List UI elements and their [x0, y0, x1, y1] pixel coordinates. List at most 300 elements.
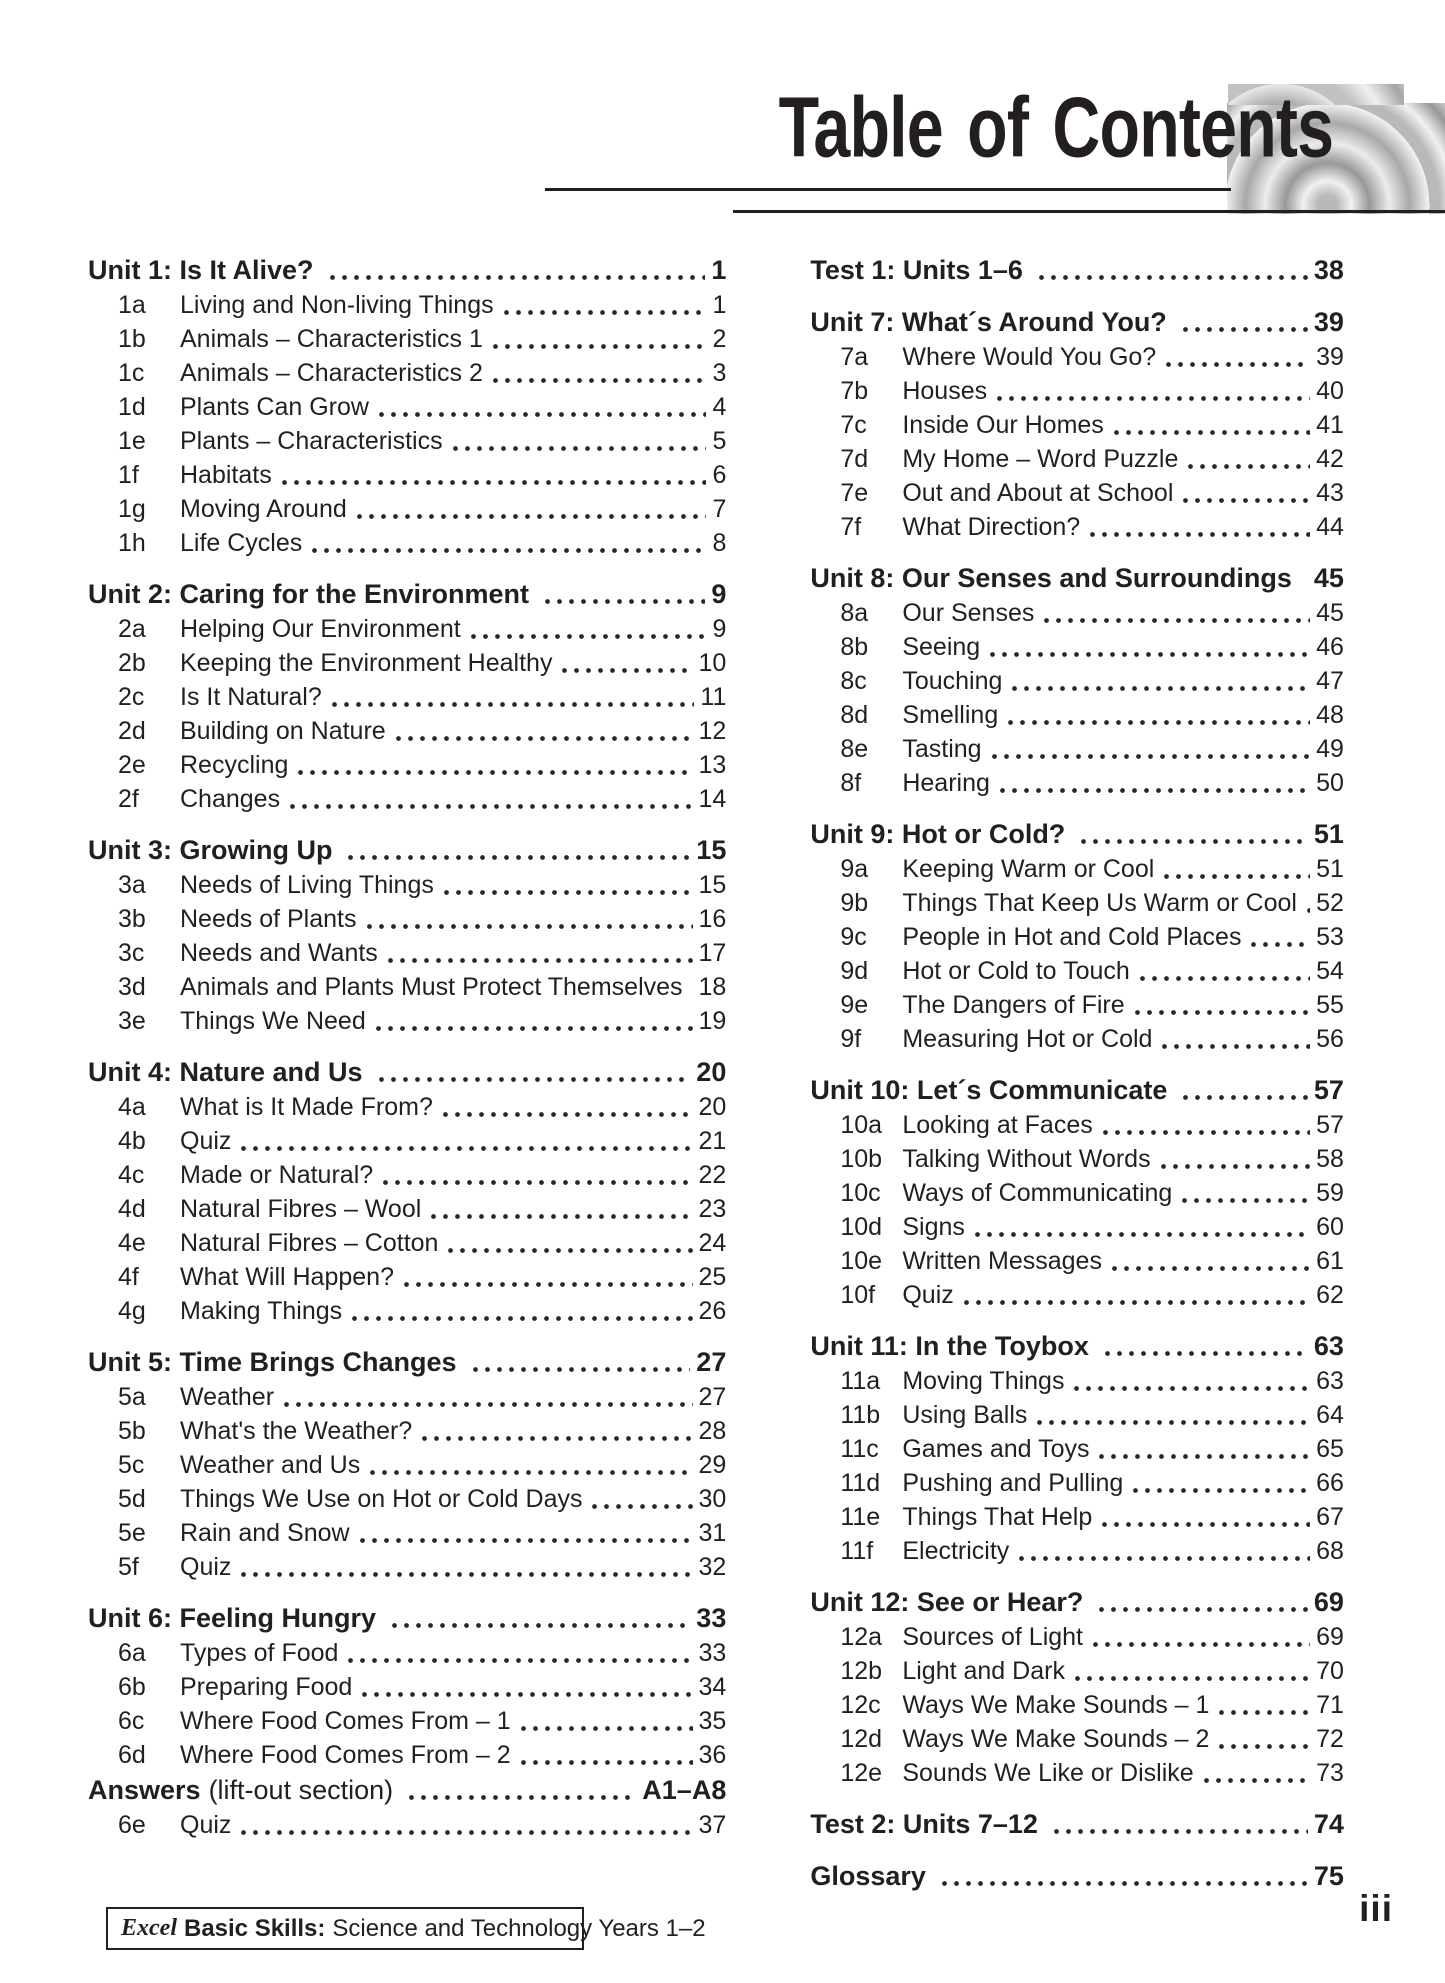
toc-item-row [810, 1500, 1344, 1534]
toc-section [810, 252, 1344, 288]
item-page-number: 27 [698, 1383, 727, 1411]
item-title: Talking Without Words [902, 1145, 1151, 1173]
item-code: 7a [840, 343, 869, 371]
item-code: 11a [840, 1367, 881, 1395]
item-page-number: 35 [698, 1707, 727, 1735]
item-page-number: 29 [698, 1451, 727, 1479]
item-title: Made or Natural? [180, 1161, 374, 1189]
header-secondary-rule [733, 210, 1445, 213]
item-page-number: 41 [1316, 411, 1344, 439]
section-heading-label: Unit 6: Feeling Hungry [88, 1603, 377, 1633]
item-code: 6d [118, 1741, 146, 1769]
item-page-number: 57 [1316, 1111, 1344, 1139]
item-page-number: 37 [698, 1811, 727, 1839]
section-heading-row [810, 560, 1344, 596]
item-page-number: 34 [698, 1673, 727, 1701]
title-underline-rule [545, 188, 1231, 191]
item-title: Sources of Light [902, 1623, 1084, 1651]
toc-section [810, 1806, 1344, 1842]
item-title: Quiz [902, 1281, 954, 1309]
item-title: Where Would You Go? [902, 343, 1157, 371]
toc-item-row [88, 646, 726, 680]
leader-dots [1044, 618, 1310, 623]
toc-item-row [810, 476, 1344, 510]
item-code: 11b [840, 1401, 881, 1429]
leader-dots [1099, 1607, 1307, 1612]
section-heading-row [810, 1072, 1344, 1108]
item-code: 3d [118, 973, 146, 1001]
item-title: Seeing [902, 633, 981, 661]
leader-dots [431, 1214, 692, 1219]
item-code: 10e [840, 1247, 883, 1275]
item-page-number: 20 [698, 1093, 727, 1121]
item-code: 10b [840, 1145, 883, 1173]
section-heading-label: Unit 11: In the Toybox [810, 1331, 1089, 1361]
item-code: 12b [840, 1657, 883, 1685]
section-page-number: 74 [1313, 1809, 1344, 1839]
item-code: 8d [840, 701, 869, 729]
footer-book-subtitle: Science and Technology Years 1–2 [332, 1914, 706, 1942]
item-code: 6c [118, 1707, 145, 1735]
item-title: Rain and Snow [180, 1519, 350, 1547]
toc-section [88, 832, 726, 1038]
toc-item-row [810, 408, 1344, 442]
toc-section [810, 816, 1344, 1056]
leader-dots [521, 1760, 693, 1765]
item-title: Building on Nature [180, 717, 386, 745]
item-code: 4e [118, 1229, 146, 1257]
item-title: Things That Keep Us Warm or Cool [902, 889, 1297, 917]
item-page-number: 23 [698, 1195, 727, 1223]
item-page-number: 24 [698, 1229, 727, 1257]
leader-dots [357, 514, 707, 519]
toc-item-row [810, 988, 1344, 1022]
toc-item-row [88, 1636, 726, 1670]
item-code: 1b [118, 325, 146, 353]
folio-page-number: iii [1359, 1888, 1393, 1929]
toc-item-row [810, 1210, 1344, 1244]
section-page-number: 1 [711, 255, 727, 285]
section-heading-row [88, 832, 726, 868]
leader-dots [453, 446, 707, 451]
leader-dots [997, 396, 1310, 401]
section-heading-row [810, 816, 1344, 852]
toc-item-row [810, 1534, 1344, 1568]
item-title: Plants – Characteristics [180, 427, 443, 455]
item-page-number: 52 [1316, 889, 1344, 917]
item-code: 1a [118, 291, 146, 319]
item-page-number: 46 [1316, 633, 1344, 661]
item-title: People in Hot and Cold Places [902, 923, 1242, 951]
item-title: Pushing and Pulling [902, 1469, 1124, 1497]
item-title: Hearing [902, 769, 990, 797]
section-heading-label: Answers [88, 1775, 201, 1805]
item-page-number: 49 [1316, 735, 1344, 763]
item-code: 5e [118, 1519, 146, 1547]
leader-dots [1188, 464, 1310, 469]
leader-dots [1219, 1744, 1310, 1749]
footer-series-box [106, 1907, 706, 1950]
section-heading-label: Test 1: Units 1–6 [810, 255, 1023, 285]
item-page-number: 14 [698, 785, 727, 813]
item-page-number: 65 [1316, 1435, 1344, 1463]
item-title: Electricity [902, 1537, 1010, 1565]
item-title: Needs of Living Things [180, 871, 434, 899]
toc-item-row [810, 766, 1344, 800]
toc-section [810, 304, 1344, 544]
toc-section [810, 1584, 1344, 1790]
leader-dots [1114, 430, 1310, 435]
item-title: Smelling [902, 701, 999, 729]
item-page-number: 32 [698, 1553, 727, 1581]
section-heading-label: Test 2: Units 7–12 [810, 1809, 1038, 1839]
toc-section [88, 576, 726, 816]
item-page-number: 60 [1316, 1213, 1344, 1241]
item-title: Things That Help [902, 1503, 1093, 1531]
item-title: Tasting [902, 735, 982, 763]
leader-dots [1251, 942, 1310, 947]
toc-item-row [88, 1738, 726, 1772]
toc-item-row [88, 612, 726, 646]
leader-dots [367, 924, 693, 929]
item-page-number: 69 [1316, 1623, 1344, 1651]
item-page-number: 13 [698, 751, 727, 779]
item-page-number: 63 [1316, 1367, 1344, 1395]
item-title: Where Food Comes From – 1 [180, 1707, 511, 1735]
toc-body [88, 252, 1344, 1894]
item-page-number: 26 [698, 1297, 727, 1325]
item-title: Things We Use on Hot or Cold Days [180, 1485, 583, 1513]
item-page-number: 61 [1316, 1247, 1344, 1275]
leader-dots [504, 310, 707, 315]
item-page-number: 64 [1316, 1401, 1344, 1429]
leader-dots [1037, 1420, 1310, 1425]
item-code: 8b [840, 633, 869, 661]
toc-item-row [88, 902, 726, 936]
item-code: 5c [118, 1451, 145, 1479]
item-title: Animals – Characteristics 2 [180, 359, 483, 387]
item-page-number: 39 [1316, 343, 1344, 371]
toc-item-row [88, 390, 726, 424]
leader-dots [562, 668, 692, 673]
item-page-number: 1 [712, 291, 727, 319]
section-heading-label: Glossary [810, 1861, 926, 1891]
leader-dots [521, 1726, 693, 1731]
leader-dots [1012, 686, 1310, 691]
section-page-number: 15 [696, 835, 727, 865]
item-page-number: 33 [698, 1639, 727, 1667]
toc-item-row [810, 1364, 1344, 1398]
item-title: Ways of Communicating [902, 1179, 1173, 1207]
toc-item-row [88, 680, 726, 714]
item-title: What Direction? [902, 513, 1081, 541]
section-heading-label: Unit 1: Is It Alive? [88, 255, 314, 285]
item-title: Helping Our Environment [180, 615, 461, 643]
leader-dots [1008, 720, 1310, 725]
item-title: Keeping the Environment Healthy [180, 649, 553, 677]
item-page-number: 16 [698, 905, 727, 933]
item-page-number: 12 [698, 717, 727, 745]
section-heading-row [88, 1344, 726, 1380]
toc-item-row [810, 510, 1344, 544]
item-title: Needs and Wants [180, 939, 378, 967]
item-title: Ways We Make Sounds – 1 [902, 1691, 1210, 1719]
toc-item-row [810, 596, 1344, 630]
section-page-number: 51 [1313, 819, 1344, 849]
item-code: 9d [840, 957, 869, 985]
leader-dots [1090, 532, 1310, 537]
leader-dots [1307, 908, 1310, 913]
toc-item-row [88, 1158, 726, 1192]
item-title: What Will Happen? [180, 1263, 394, 1291]
toc-item-row [88, 288, 726, 322]
section-heading-label: Unit 12: See or Hear? [810, 1587, 1084, 1617]
toc-section [810, 1328, 1344, 1568]
item-page-number: 56 [1316, 1025, 1344, 1053]
toc-item-row [810, 1654, 1344, 1688]
item-title: Quiz [180, 1811, 232, 1839]
toc-item-row [88, 868, 726, 902]
item-title: Looking at Faces [902, 1111, 1093, 1139]
toc-item-row [88, 1550, 726, 1584]
leader-dots [990, 652, 1310, 657]
item-title: Games and Toys [902, 1435, 1090, 1463]
item-title: Where Food Comes From – 2 [180, 1741, 511, 1769]
page-title: Table of Contents [778, 78, 1333, 175]
toc-item-row [810, 1142, 1344, 1176]
toc-item-row [88, 1670, 726, 1704]
leader-dots [362, 1692, 692, 1697]
toc-item-row [88, 1192, 726, 1226]
toc-item-row [810, 340, 1344, 374]
item-code: 4f [118, 1263, 139, 1291]
toc-section [810, 1858, 1344, 1894]
toc-item-row [810, 374, 1344, 408]
toc-item-row [88, 1414, 726, 1448]
item-title: Weather and Us [180, 1451, 361, 1479]
toc-section [88, 1344, 726, 1584]
item-code: 12a [840, 1623, 883, 1651]
leader-dots [348, 1658, 692, 1663]
item-page-number: 48 [1316, 701, 1344, 729]
item-code: 9a [840, 855, 869, 883]
section-heading-row [810, 304, 1344, 340]
section-page-number: 9 [711, 579, 727, 609]
leader-dots [1183, 1095, 1308, 1100]
section-heading-label: Unit 8: Our Senses and Surroundings [810, 563, 1292, 593]
item-page-number: 18 [698, 973, 727, 1001]
item-code: 2d [118, 717, 146, 745]
item-title: Living and Non-living Things [180, 291, 494, 319]
item-page-number: 44 [1316, 513, 1344, 541]
item-code: 8a [840, 599, 869, 627]
leader-dots [1093, 1642, 1310, 1647]
section-heading-label: Unit 2: Caring for the Environment [88, 579, 530, 609]
item-code: 4d [118, 1195, 146, 1223]
item-page-number: 7 [712, 495, 727, 523]
item-page-number: 58 [1316, 1145, 1344, 1173]
leader-dots [312, 548, 706, 553]
section-heading-label: Unit 4: Nature and Us [88, 1057, 363, 1087]
item-code: 2f [118, 785, 139, 813]
section-heading-row [88, 1772, 726, 1808]
toc-item-row [810, 920, 1344, 954]
toc-section [88, 1600, 726, 1772]
toc-item-row [88, 458, 726, 492]
item-title: Moving Around [180, 495, 347, 523]
item-code: 2b [118, 649, 146, 677]
leader-dots [370, 1470, 692, 1475]
item-page-number: 25 [698, 1263, 727, 1291]
section-heading-row [810, 1858, 1344, 1894]
toc-item-row [88, 1380, 726, 1414]
item-code: 1g [118, 495, 146, 523]
toc-item-row [88, 1448, 726, 1482]
section-heading-label: Unit 3: Growing Up [88, 835, 333, 865]
item-code: 12e [840, 1759, 883, 1787]
item-code: 9f [840, 1025, 862, 1053]
leader-dots [545, 599, 705, 604]
item-title: Sounds We Like or Dislike [902, 1759, 1194, 1787]
toc-item-row [810, 630, 1344, 664]
toc-item-row [88, 782, 726, 816]
toc-item-row [810, 1466, 1344, 1500]
toc-item-row [88, 322, 726, 356]
leader-dots [379, 412, 706, 417]
leader-dots [241, 1146, 692, 1151]
item-title: Types of Food [180, 1639, 339, 1667]
toc-item-row [88, 748, 726, 782]
section-page-number: 33 [696, 1603, 727, 1633]
section-heading-label: Unit 10: Let´s Communicate [810, 1075, 1168, 1105]
item-title: Ways We Make Sounds – 2 [902, 1725, 1210, 1753]
section-heading-row [810, 1584, 1344, 1620]
section-page-number: 45 [1313, 563, 1344, 593]
item-code: 7c [840, 411, 867, 439]
leader-dots [241, 1830, 692, 1835]
item-page-number: 6 [712, 461, 727, 489]
item-code: 4a [118, 1093, 146, 1121]
item-title: Moving Things [902, 1367, 1065, 1395]
toc-item-row [88, 1260, 726, 1294]
item-code: 6b [118, 1673, 146, 1701]
item-title: Touching [902, 667, 1003, 695]
item-code: 11f [840, 1537, 874, 1565]
item-title: What's the Weather? [180, 1417, 413, 1445]
item-code: 11c [840, 1435, 879, 1463]
item-code: 3e [118, 1007, 146, 1035]
toc-item-row [88, 1294, 726, 1328]
item-page-number: 9 [712, 615, 727, 643]
toc-item-row [88, 1704, 726, 1738]
toc-item-row [810, 1022, 1344, 1056]
section-heading-row [88, 1600, 726, 1636]
item-page-number: 72 [1316, 1725, 1344, 1753]
item-title: Light and Dark [902, 1657, 1065, 1685]
item-page-number: 45 [1316, 599, 1344, 627]
item-title: Recycling [180, 751, 289, 779]
item-code: 2c [118, 683, 145, 711]
leader-dots [422, 1436, 692, 1441]
item-code: 6a [118, 1639, 146, 1667]
item-code: 4g [118, 1297, 146, 1325]
item-page-number: 50 [1316, 769, 1344, 797]
leader-dots [1166, 362, 1310, 367]
section-page-number: 20 [696, 1057, 727, 1087]
item-code: 5b [118, 1417, 146, 1445]
leader-dots [1102, 1522, 1310, 1527]
leader-dots [964, 1300, 1310, 1305]
item-title: What is It Made From? [180, 1093, 433, 1121]
item-page-number: 36 [698, 1741, 727, 1769]
item-code: 5f [118, 1553, 139, 1581]
toc-item-row [88, 1124, 726, 1158]
footer-series-title: Basic Skills: [183, 1914, 326, 1942]
leader-dots [1204, 1778, 1310, 1783]
item-title: Measuring Hot or Cold [902, 1025, 1153, 1053]
toc-item-row [88, 356, 726, 390]
item-title: Animals and Plants Must Protect Themselves [180, 973, 683, 1001]
item-page-number: 3 [712, 359, 727, 387]
section-heading-suffix: (lift-out section) [208, 1775, 394, 1805]
toc-item-row [810, 698, 1344, 732]
item-code: 1f [118, 461, 139, 489]
item-title: Our Senses [902, 599, 1035, 627]
item-title: Using Balls [902, 1401, 1028, 1429]
toc-item-row [810, 1244, 1344, 1278]
item-code: 12d [840, 1725, 883, 1753]
item-page-number: 28 [698, 1417, 727, 1445]
item-page-number: 2 [712, 325, 727, 353]
item-page-number: 5 [712, 427, 727, 455]
leader-dots [992, 754, 1311, 759]
item-page-number: 31 [698, 1519, 727, 1547]
item-page-number: 71 [1316, 1691, 1344, 1719]
toc-section [810, 1072, 1344, 1312]
leader-dots [1081, 839, 1308, 844]
leader-dots [348, 855, 690, 860]
item-code: 6e [118, 1811, 146, 1839]
toc-item-row [810, 442, 1344, 476]
item-code: 10f [840, 1281, 876, 1309]
toc-section [88, 252, 726, 560]
leader-dots [1162, 1044, 1310, 1049]
leader-dots [376, 1026, 693, 1031]
item-title: Is It Natural? [180, 683, 322, 711]
toc-item-row [810, 1756, 1344, 1790]
toc-section [810, 560, 1344, 800]
leader-dots [392, 1623, 690, 1628]
leader-dots [330, 275, 706, 280]
leader-dots [352, 1316, 692, 1321]
leader-dots [1000, 788, 1310, 793]
item-code: 2e [118, 751, 146, 779]
leader-dots [1133, 1488, 1310, 1493]
section-heading-row [88, 252, 726, 288]
leader-dots [1183, 327, 1308, 332]
item-code: 1d [118, 393, 146, 421]
section-heading-row [810, 1328, 1344, 1364]
section-page-number: 39 [1313, 307, 1344, 337]
item-page-number: 62 [1316, 1281, 1344, 1309]
leader-dots [383, 1180, 692, 1185]
leader-dots [471, 634, 707, 639]
item-code: 3b [118, 905, 146, 933]
leader-dots [493, 378, 707, 383]
section-page-number: 57 [1313, 1075, 1344, 1105]
item-page-number: 53 [1316, 923, 1344, 951]
item-code: 10d [840, 1213, 883, 1241]
